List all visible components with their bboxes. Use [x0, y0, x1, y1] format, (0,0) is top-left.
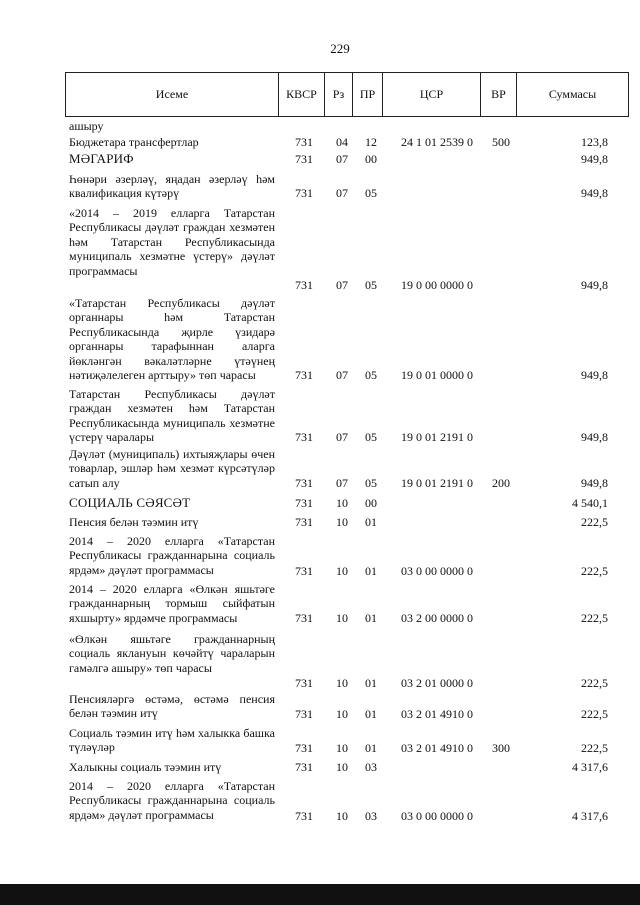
- row-vr: 300: [492, 741, 510, 755]
- row-sum: 949,8: [581, 476, 608, 490]
- row-kvsr: 731: [295, 476, 313, 490]
- row-kvsr: 731: [295, 135, 313, 149]
- row-name: Пенсия белән тәэмин итү: [69, 515, 199, 529]
- row-sum: 123,8: [581, 135, 608, 149]
- row-pr: 01: [365, 707, 377, 721]
- row-name: Пенсияләргә өстәмә, өстәмә пенсия белән тәэмин итү: [69, 692, 275, 721]
- row-pr: 05: [365, 430, 377, 444]
- row-rz: 07: [336, 430, 348, 444]
- row-csr: 03 0 00 0000 0: [401, 564, 473, 578]
- row-name: «2014 – 2019 елларга Татарстан Республикасы дәүләт граждан хезмәтен һәм Татарстан Республикасында муниципаль хезмәтне үстерү» дәүләт программасы: [69, 206, 275, 278]
- row-name: Бюджетара трансфертлар: [69, 135, 199, 149]
- row-rz: 10: [336, 707, 348, 721]
- row-name: «Татарстан Республикасы дәүләт органнары һәм Татарстан Республикасында җирле үзидарә органнары тарафыннан аларга йөкләнгән вәкаләтләрне үтәүнең нәтиҗәлелеген арттыру» төп чарасы: [69, 296, 275, 383]
- row-pr: 00: [365, 152, 377, 166]
- row-sum: 949,8: [581, 430, 608, 444]
- row-name: «Өлкән яшьтәге гражданнарның социаль яклануын көчәйтү чараларын гамәлгә ашыру» төп чарасы: [69, 632, 275, 675]
- row-csr: 19 0 01 0000 0: [401, 368, 473, 382]
- scan-edge-bar: [0, 884, 640, 905]
- row-pr: 01: [365, 741, 377, 755]
- row-pr: 05: [365, 186, 377, 200]
- header-pr: ПР: [353, 73, 383, 117]
- row-rz: 10: [336, 760, 348, 774]
- row-pr: 01: [365, 676, 377, 690]
- row-name: 2014 – 2020 елларга «Өлкән яшьтәге гражданнарның тормыш сыйфатын яхшырту» ярдәмче программасы: [69, 582, 275, 625]
- row-name: Дәүләт (муниципаль) ихтыяҗлары өчен товарлар, эшләр һәм хезмәт күрсәтүләр сатып алу: [69, 447, 275, 490]
- row-rz: 10: [336, 564, 348, 578]
- row-csr: 03 2 01 0000 0: [401, 676, 473, 690]
- row-vr: 500: [492, 135, 510, 149]
- row-rz: 10: [336, 741, 348, 755]
- row-pr: 05: [365, 278, 377, 292]
- header-kvsr: КВСР: [279, 73, 325, 117]
- row-sum: 949,8: [581, 152, 608, 166]
- row-rz: 10: [336, 496, 348, 510]
- row-rz: 04: [336, 135, 348, 149]
- row-name: Социаль тәэмин итү һәм халыкка башка түләүләр: [69, 726, 275, 755]
- row-pr: 01: [365, 564, 377, 578]
- row-csr: 24 1 01 2539 0: [401, 135, 473, 149]
- row-rz: 07: [336, 278, 348, 292]
- row-rz: 10: [336, 611, 348, 625]
- row-vr: 200: [492, 476, 510, 490]
- row-pr: 03: [365, 760, 377, 774]
- row-kvsr: 731: [295, 760, 313, 774]
- row-kvsr: 731: [295, 707, 313, 721]
- row-rz: 07: [336, 152, 348, 166]
- row-sum: 222,5: [581, 676, 608, 690]
- header-vr: ВР: [481, 73, 517, 117]
- row-kvsr: 731: [295, 611, 313, 625]
- row-kvsr: 731: [295, 515, 313, 529]
- row-rz: 07: [336, 186, 348, 200]
- row-rz: 07: [336, 476, 348, 490]
- row-sum: 949,8: [581, 368, 608, 382]
- header-csr: ЦСР: [383, 73, 481, 117]
- row-pr: 00: [365, 496, 377, 510]
- row-csr: 03 2 00 0000 0: [401, 611, 473, 625]
- row-kvsr: 731: [295, 496, 313, 510]
- row-name: МӘГАРИФ: [69, 151, 134, 166]
- row-sum: 222,5: [581, 707, 608, 721]
- row-sum: 222,5: [581, 564, 608, 578]
- header-name: Исеме: [66, 73, 279, 117]
- row-name: Халыкны социаль тәэмин итү: [69, 760, 222, 774]
- table-header: [65, 72, 629, 117]
- row-kvsr: 731: [295, 278, 313, 292]
- row-kvsr: 731: [295, 741, 313, 755]
- row-kvsr: 731: [295, 152, 313, 166]
- row-name: ашыру: [69, 119, 104, 133]
- row-rz: 10: [336, 515, 348, 529]
- header-sum: Суммасы: [517, 73, 629, 117]
- row-sum: 4 540,1: [572, 496, 608, 510]
- row-pr: 05: [365, 368, 377, 382]
- page-number: 229: [330, 41, 350, 56]
- row-pr: 12: [365, 135, 377, 149]
- row-csr: 03 0 00 0000 0: [401, 809, 473, 823]
- header-rz: Рз: [325, 73, 353, 117]
- row-rz: 10: [336, 676, 348, 690]
- row-kvsr: 731: [295, 564, 313, 578]
- row-pr: 03: [365, 809, 377, 823]
- row-sum: 4 317,6: [572, 809, 608, 823]
- row-kvsr: 731: [295, 368, 313, 382]
- row-csr: 19 0 01 2191 0: [401, 476, 473, 490]
- row-kvsr: 731: [295, 430, 313, 444]
- row-csr: 19 0 00 0000 0: [401, 278, 473, 292]
- row-kvsr: 731: [295, 809, 313, 823]
- row-sum: 222,5: [581, 611, 608, 625]
- row-rz: 07: [336, 368, 348, 382]
- row-sum: 222,5: [581, 515, 608, 529]
- row-kvsr: 731: [295, 676, 313, 690]
- row-sum: 222,5: [581, 741, 608, 755]
- row-pr: 01: [365, 515, 377, 529]
- row-pr: 05: [365, 476, 377, 490]
- row-name: Татарстан Республикасы дәүләт граждан хезмәтен һәм Татарстан Республикасында муниципаль хезмәтне үстерү чаралары: [69, 387, 275, 445]
- row-sum: 949,8: [581, 278, 608, 292]
- row-csr: 19 0 01 2191 0: [401, 430, 473, 444]
- row-name: Һөнәри әзерләү, яңадан әзерләү һәм квалификация күтәрү: [69, 172, 275, 201]
- row-csr: 03 2 01 4910 0: [401, 707, 473, 721]
- row-name: СОЦИАЛЬ СӘЯСӘТ: [69, 495, 191, 510]
- row-sum: 4 317,6: [572, 760, 608, 774]
- row-sum: 949,8: [581, 186, 608, 200]
- row-csr: 03 2 01 4910 0: [401, 741, 473, 755]
- row-pr: 01: [365, 611, 377, 625]
- row-name: 2014 – 2020 елларга «Татарстан Республикасы гражданнарына социаль ярдәм» дәүләт программасы: [69, 779, 275, 822]
- row-rz: 10: [336, 809, 348, 823]
- row-kvsr: 731: [295, 186, 313, 200]
- row-name: 2014 – 2020 елларга «Татарстан Республикасы гражданнарына социаль ярдәм» дәүләт программасы: [69, 534, 275, 577]
